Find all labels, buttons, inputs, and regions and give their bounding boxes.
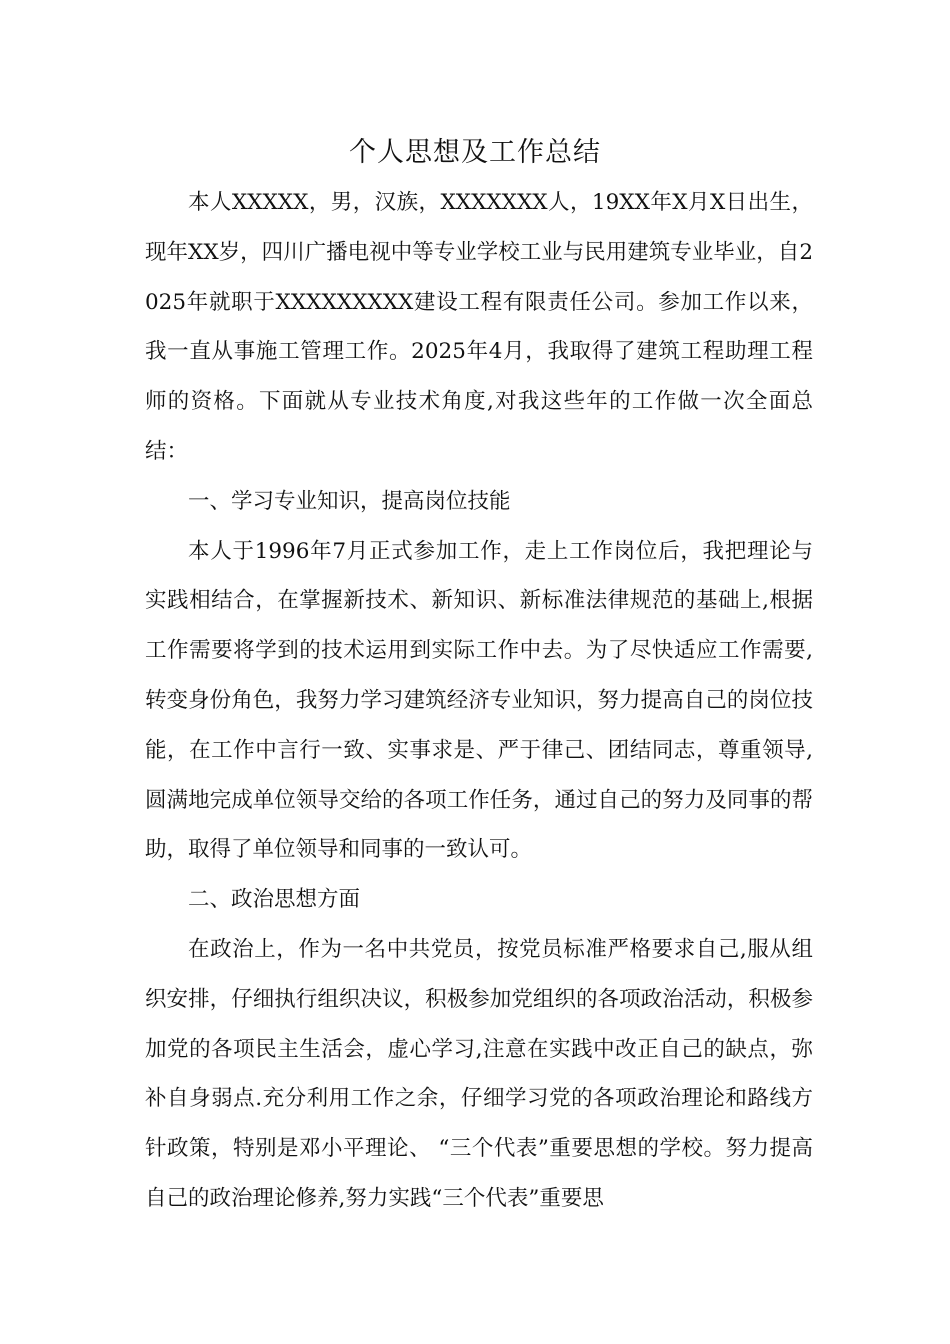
section-2-paragraph: 在政治上，作为一名中共党员，按党员标准严格要求自己,服从组织安排，仔细执行组织决议，积极参加党组织的各项政治活动，积极参加党的各项民主生活会，虚心学习,注意在实践中改正自己的缺点，弥补自身弱点.充分利用工作之余，仔细学习党的各项政治理论和路线方针政策，特别是邓小平理论、 “三个代表”重要思想的学校。努力提高自己的政治理论修养,努力实践“三个代表”重要思 (145, 936, 813, 1211)
document-body (145, 178, 813, 1224)
section-1-heading: 一、学习专业知识，提高岗位技能 (188, 488, 511, 514)
section-2-heading: 二、政治思想方面 (188, 887, 361, 913)
document-title: 个人思想及工作总结 (349, 137, 601, 168)
intro-paragraph: 本人XXXXX，男，汉族，XXXXXXX人，19XX年X月X日出生，现年XX岁，四川广播电视中等专业学校工业与民用建筑专业毕业，自2025年就职于XXXXXXXXX建设工程有限责任公司。参加工作以来，我一直从事施工管理工作。2025年4月，我取得了建筑工程助理工程师的资格。下面就从专业技术角度,对我这些年的工作做一次全面总结： (145, 190, 813, 464)
section-1-paragraph: 本人于1996年7月正式参加工作，走上工作岗位后，我把理论与实践相结合，在掌握新技术、新知识、新标准法律规范的基础上,根据工作需要将学到的技术运用到实际工作中去。为了尽快适应工作需要,转变身份角色，我努力学习建筑经济专业知识，努力提高自己的岗位技能，在工作中言行一致、实事求是、严于律己、团结同志，尊重领导,圆满地完成单位领导交给的各项工作任务，通过自己的努力及同事的帮助，取得了单位领导和同事的一致认可。 (145, 538, 813, 863)
